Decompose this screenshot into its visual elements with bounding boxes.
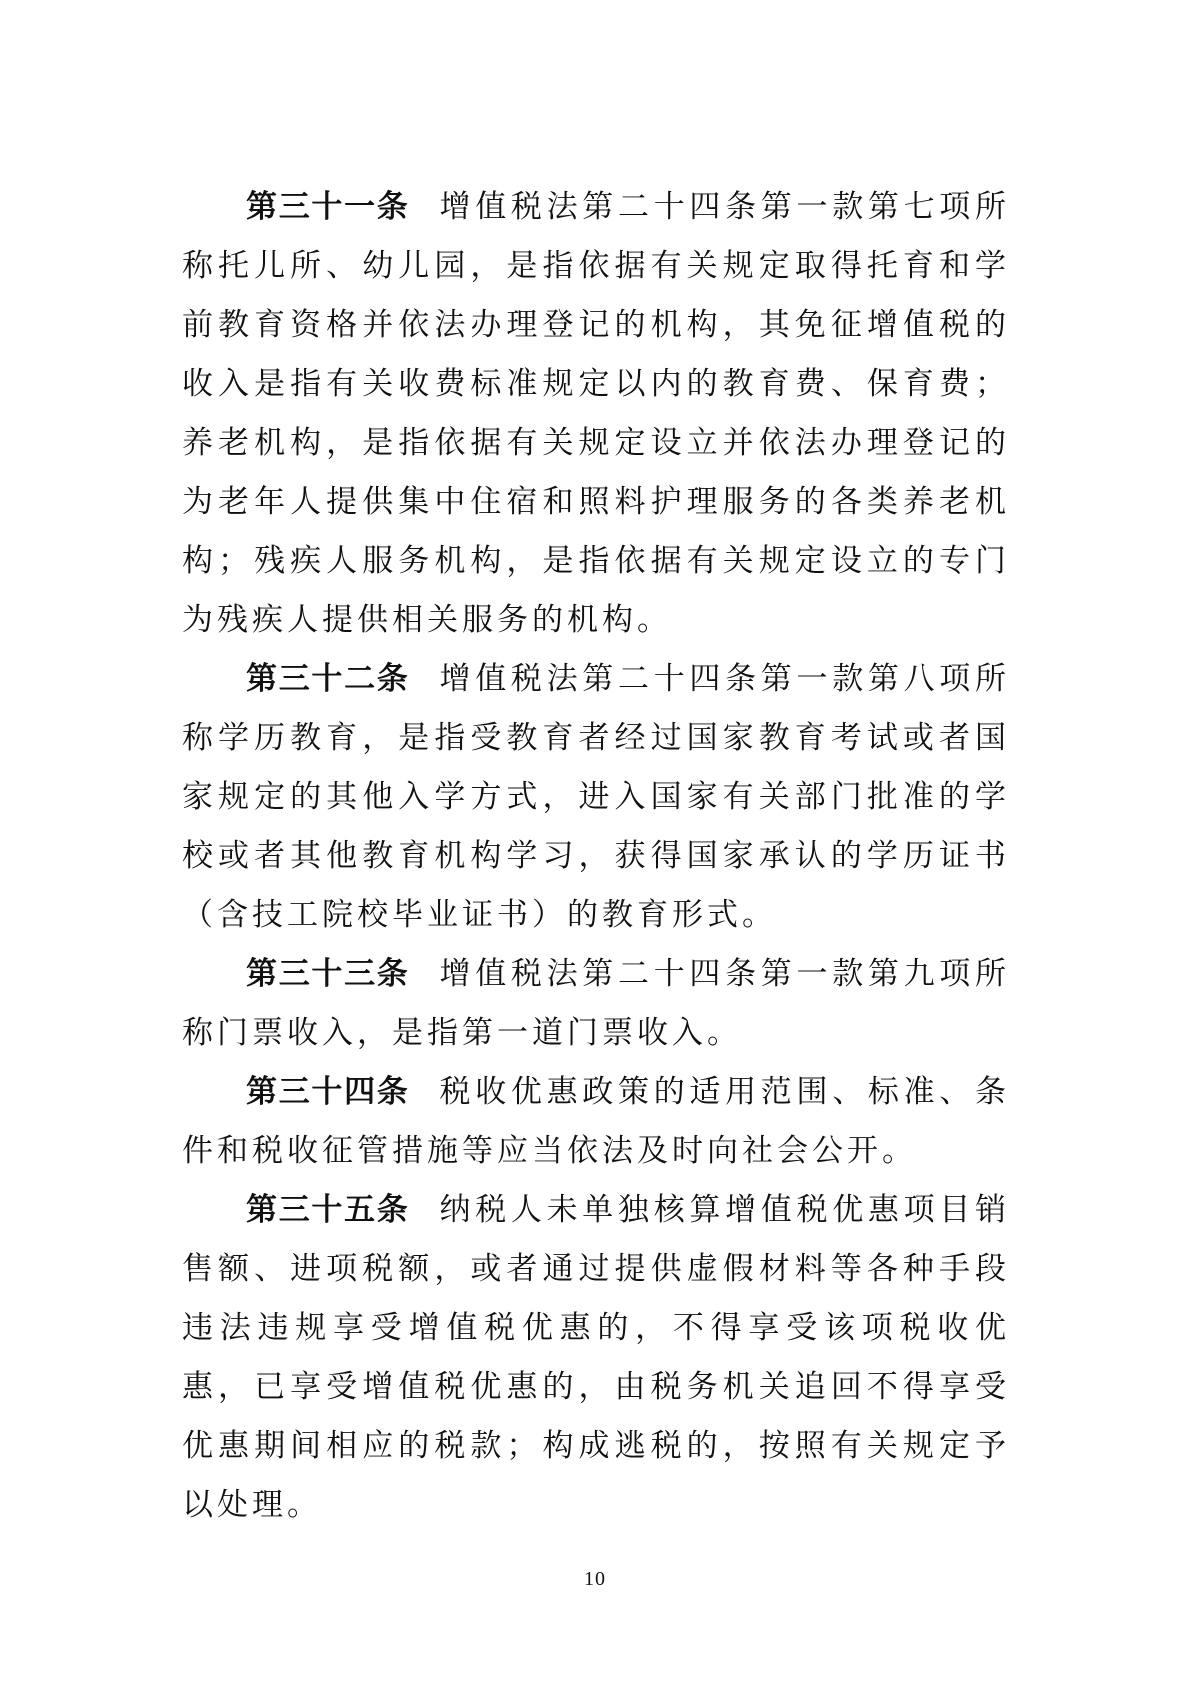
article-text: 税收优惠政策的适用范围、标准、条件和税收征管措施等应当依法及时向社会公开。 <box>182 1074 1010 1169</box>
article-number: 第三十一条 <box>246 189 410 225</box>
article-35 <box>182 1181 1010 1535</box>
article-text: 纳税人未单独核算增值税优惠项目销售额、进项税额，或者通过提供虚假材料等各种手段违法违规享受增值税优惠的，不得享受该项税收优惠，已享受增值税优惠的，由税务机关追回不得享受优惠期间相应的税款；构成逃税的，按照有关规定予以处理。 <box>182 1192 1010 1523</box>
article-text: 增值税法第二十四条第一款第七项所称托儿所、幼儿园，是指依据有关规定取得托育和学前教育资格并依法办理登记的机构，其免征增值税的收入是指有关收费标准规定以内的教育费、保育费；养老机构，是指依据有关规定设立并依法办理登记的为老年人提供集中住宿和照料护理服务的各类养老机构；残疾人服务机构，是指依据有关规定设立的专门为残疾人提供相关服务的机构。 <box>182 189 1010 638</box>
article-number: 第三十三条 <box>246 956 410 992</box>
article-text: 增值税法第二十四条第一款第八项所称学历教育，是指受教育者经过国家教育考试或者国家规定的其他入学方式，进入国家有关部门批准的学校或者其他教育机构学习，获得国家承认的学历证书（含技工院校毕业证书）的教育形式。 <box>182 661 1010 933</box>
document-body <box>182 178 1010 1535</box>
article-number: 第三十二条 <box>246 661 410 697</box>
article-31 <box>182 178 1010 650</box>
article-text: 增值税法第二十四条第一款第九项所称门票收入，是指第一道门票收入。 <box>182 956 1010 1051</box>
article-number: 第三十五条 <box>246 1192 410 1228</box>
article-32 <box>182 650 1010 945</box>
article-33 <box>182 945 1010 1063</box>
article-number: 第三十四条 <box>246 1074 410 1110</box>
page-number: 10 <box>584 1568 606 1590</box>
article-34 <box>182 1063 1010 1181</box>
